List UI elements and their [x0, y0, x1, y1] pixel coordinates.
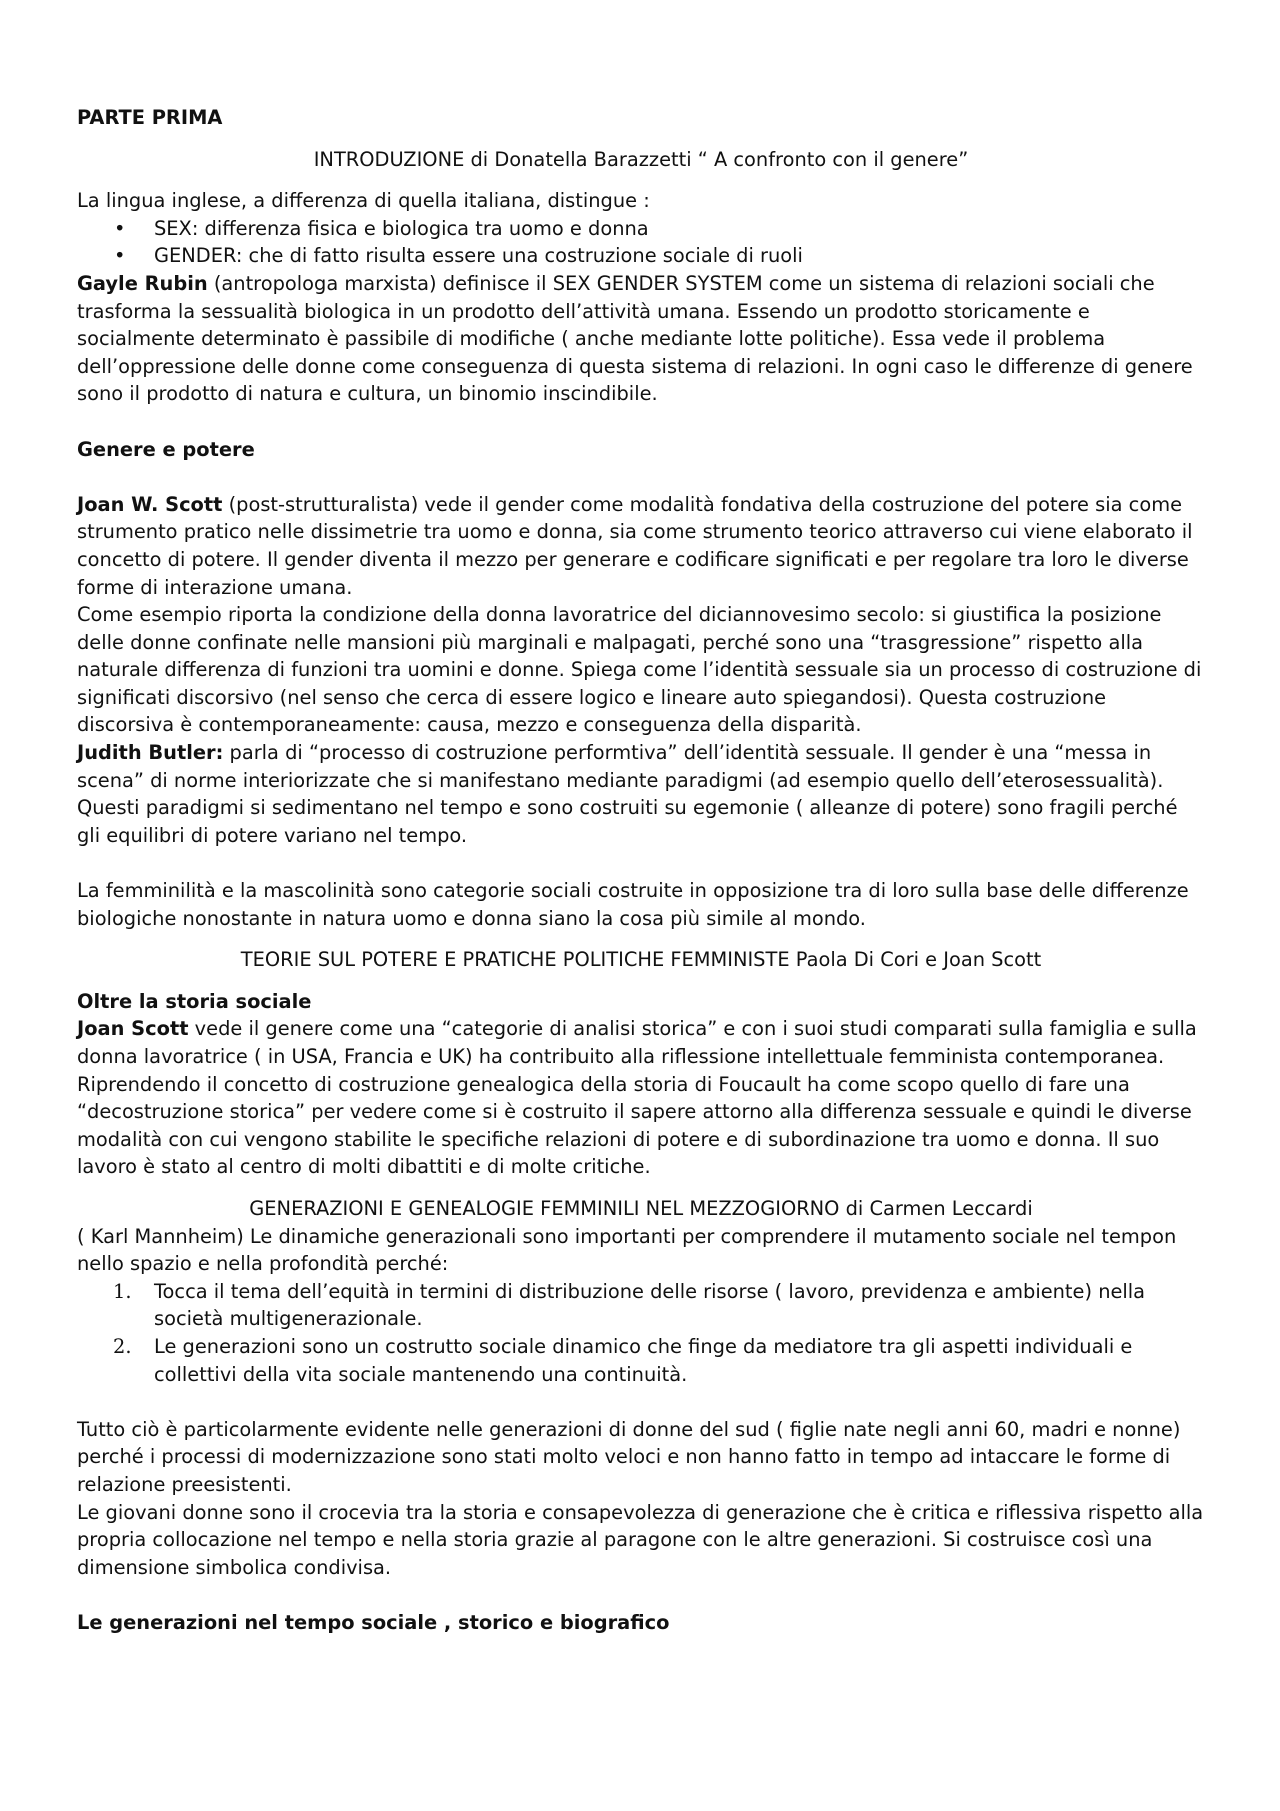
sud-paragraph: Tutto ciò è particolarmente evidente nelle generazioni di donne del sud ( figlie nate negli anni 60, madri e nonne) perché i processi di modernizzazione sono stati molto veloci e non hanno fatto in tempo ad intaccare le forme di relazione preesistenti. [77, 1417, 1181, 1496]
intro-lead: La lingua inglese, a differenza di quella italiana, distingue : [77, 189, 650, 213]
scott-history-paragraph [77, 1015, 1205, 1181]
generazioni-numbered-list [77, 1278, 1205, 1388]
scott-example-paragraph: Come esempio riporta la condizione della donna lavoratrice del diciannovesimo secolo: si giustifica la posizione delle donne confinate nelle mansioni più marginali e malpagati, perché sono una “trasgressione” rispetto alla naturale differenza di funzioni tra uomini e donne. Spiega come l’identità sessuale sia un processo di costruzione di significati discorsivo (nel senso che cerca di essere logico e lineare auto spiegandosi). Questa costruzione discorsiva è contemporaneamente: causa, mezzo e conseguenza della disparità. [77, 603, 1202, 737]
scott-paragraph [77, 491, 1205, 601]
paragraph-text: (post-strutturalista) vede il gender come modalità fondativa della costruzione del potere sia come strumento pratico nelle dissimetrie tra uomo e donna, sia come strumento teorico attraverso cui viene elaborato il concetto di potere. Il gender diventa il mezzo per generare e codificare significati e per regolare tra loro le diverse forme di interazione umana. [77, 492, 1193, 599]
list-number: 2. [113, 1334, 132, 1358]
list-item [77, 1333, 1205, 1388]
author-name: Gayle Rubin [77, 271, 208, 295]
list-item-text: Le generazioni sono un costrutto sociale dinamico che finge da mediatore tra gli aspetti individuali e collettivi della vita sociale mantenendo una continuità. [154, 1334, 1133, 1386]
giovani-paragraph: Le giovani donne sono il crocevia tra la storia e consapevolezza di generazione che è critica e riflessiva rispetto alla propria collocazione nel tempo e nella storia grazie al paragone con le altre generazioni. Si costruisce così una dimensione simbolica condivisa. [77, 1500, 1204, 1579]
mannheim-paragraph: ( Karl Mannheim) Le dinamiche generazionali sono importanti per comprendere il mutamento sociale nel tempon nello spazio e nella profondità perché: [77, 1224, 1177, 1276]
part-title: PARTE PRIMA [77, 106, 223, 129]
section-heading-oltre: Oltre la storia sociale [77, 989, 312, 1013]
paragraph-text: (antropologa marxista) definisce il SEX GENDER SYSTEM come un sistema di relazioni sociali che trasforma la sessualità biologica in un prodotto dell’attività umana. Essendo un prodotto storicamente e socialmente determinato è passibile di modifiche ( anche mediante lotte politiche). Essa vede il problema dell’oppressione delle donne come conseguenza di questa sistema di relazioni. In ogni caso le differenze di genere sono il prodotto di natura e cultura, un binomio inscindibile. [77, 271, 1193, 406]
list-item-text: Tocca il tema dell’equità in termini di distribuzione delle risorse ( lavoro, previdenza e ambiente) nella società multigenerazionale. [154, 1279, 1146, 1331]
generazioni-heading: GENERAZIONI E GENEALOGIE FEMMINILI NEL MEZZOGIORNO di Carmen Leccardi [249, 1196, 1033, 1220]
list-item: • GENDER: che di fatto risulta essere una costruzione sociale di ruoli [77, 242, 1205, 270]
list-item [77, 1278, 1205, 1333]
teorie-heading: TEORIE SUL POTERE E PRATICHE POLITICHE FEMMINISTE Paola Di Cori e Joan Scott [240, 948, 1042, 972]
author-name: Judith Butler: [77, 741, 224, 765]
intro-bullet-list [77, 215, 1205, 270]
author-name: Joan W. Scott [77, 492, 223, 516]
section-heading-generazioni-tempo: Le generazioni nel tempo sociale , storico e biografico [77, 1610, 670, 1634]
rubin-paragraph [77, 270, 1205, 408]
author-name: Joan Scott [77, 1017, 189, 1041]
femminilita-paragraph: La femminilità e la mascolinità sono categorie sociali costruite in opposizione tra di loro sulla base delle differenze biologiche nonostante in natura uomo e donna siano la cosa più simile al mondo. [77, 879, 1189, 930]
section-heading-genere-potere: Genere e potere [77, 437, 255, 461]
paragraph-text: parla di “processo di costruzione performtiva” dell’identità sessuale. Il gender è una “messa in scena” di norme interiorizzate che si manifestano mediante paradigmi (ad esempio quello dell’eterosessualità). Questi paradigmi si sedimentano nel tempo e sono costruiti su egemonie ( alleanze di potere) sono fragili perché gli equilibri di potere variano nel tempo. [77, 741, 1178, 847]
paragraph-text: vede il genere come una “categorie di analisi storica” e con i suoi studi comparati sulla famiglia e sulla donna lavoratrice ( in USA, Francia e UK) ha contribuito alla riflessione intellettuale femminista contemporanea. Riprendendo il concetto di costruzione genealogica della storia di Foucault ha come scopo quello di fare una “decostruzione storica” per vedere come si è costruito il sapere attorno alla differenza sessuale e quindi le diverse modalità con cui vengono stabilite le specifiche relazioni di potere e di subordinazione tra uomo e donna. Il suo lavoro è stato al centro di molti dibattiti e di molte critiche. [77, 1017, 1197, 1179]
list-item: • SEX: differenza fisica e biologica tra uomo e donna [77, 215, 1205, 243]
butler-paragraph [77, 739, 1205, 849]
intro-heading: INTRODUZIONE di Donatella Barazzetti “ A confronto con il genere” [313, 147, 969, 171]
list-number: 1. [113, 1279, 132, 1303]
